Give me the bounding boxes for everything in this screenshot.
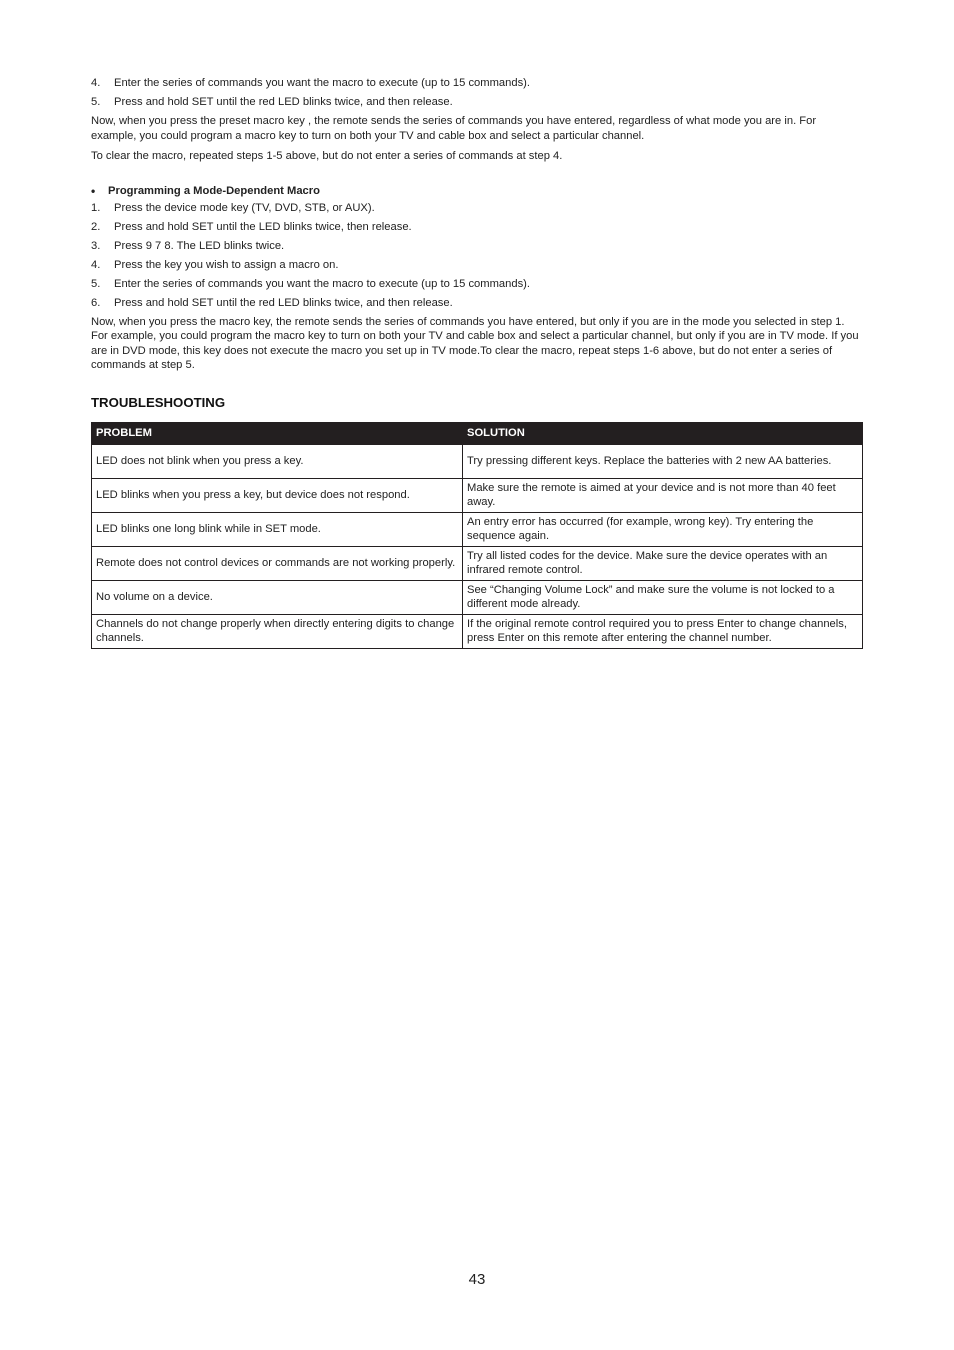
list-item bbox=[91, 76, 863, 91]
list-item bbox=[91, 239, 863, 254]
problem-cell: LED blinks one long blink while in SET mode. bbox=[92, 512, 463, 546]
intro-paragraph-2: To clear the macro, repeated steps 1-5 above, but do not enter a series of commands at step 4. bbox=[91, 150, 563, 162]
solution-cell: Make sure the remote is aimed at your device and is not more than 40 feet away. bbox=[463, 478, 863, 512]
step-text: Enter the series of commands you want the macro to execute (up to 15 commands). bbox=[114, 77, 531, 89]
problem-cell: No volume on a device. bbox=[92, 580, 463, 614]
table-row bbox=[92, 580, 863, 614]
step-number: 5. bbox=[91, 96, 101, 108]
step-text: Press the key you wish to assign a macro on. bbox=[114, 258, 339, 271]
table-row bbox=[92, 546, 863, 580]
list-item bbox=[91, 95, 863, 110]
list-item bbox=[91, 220, 863, 235]
step-text: Press 9 7 8. The LED blinks twice. bbox=[114, 239, 285, 252]
step-number: 3. bbox=[91, 239, 101, 252]
problem-cell: LED blinks when you press a key, but device does not respond. bbox=[92, 478, 463, 512]
mode-macro-heading bbox=[91, 184, 863, 199]
table-row bbox=[92, 444, 863, 478]
step-text: Press and hold SET until the LED blinks twice, then release. bbox=[114, 220, 412, 233]
column-header-problem: PROBLEM bbox=[92, 423, 463, 445]
page-number: 43 bbox=[468, 1271, 486, 1288]
table-row bbox=[92, 478, 863, 512]
step-number: 4. bbox=[91, 258, 101, 271]
mode-macro-paragraph: Now, when you press the macro key, the remote sends the series of commands you have entered, but only if you are in the mode you selected in step 1. For example, you could program the macro key to turn on both your TV and cable box and select a particular channel, but only if you are in TV mode. If you are in DVD mode, this key does not execute the macro you set up in TV mode.To clear the macro, repeat steps 1-6 above, but do not enter a series of commands at step 5. bbox=[91, 315, 859, 371]
troubleshooting-table bbox=[91, 422, 863, 649]
solution-cell: See “Changing Volume Lock” and make sure the volume is not locked to a different mode already. bbox=[463, 580, 863, 614]
step-number: 4. bbox=[91, 77, 101, 89]
solution-cell: An entry error has occurred (for example, wrong key). Try entering the sequence again. bbox=[463, 512, 863, 546]
problem-cell: Channels do not change properly when directly entering digits to change channels. bbox=[92, 614, 463, 648]
bullet-icon: • bbox=[91, 183, 96, 198]
problem-cell: LED does not blink when you press a key. bbox=[92, 444, 463, 478]
table-row bbox=[92, 614, 863, 648]
list-item bbox=[91, 296, 863, 311]
troubleshooting-title: TROUBLESHOOTING bbox=[91, 394, 226, 410]
list-item bbox=[91, 258, 863, 273]
step-number: 5. bbox=[91, 277, 101, 290]
mode-macro-heading-text: Programming a Mode-Dependent Macro bbox=[108, 184, 320, 197]
step-text: Press the device mode key (TV, DVD, STB, or AUX). bbox=[114, 201, 375, 214]
step-number: 6. bbox=[91, 296, 101, 309]
mode-macro-steps-list bbox=[91, 201, 863, 311]
step-number: 1. bbox=[91, 201, 101, 214]
solution-cell: Try pressing different keys. Replace the batteries with 2 new AA batteries. bbox=[463, 444, 863, 478]
solution-cell: Try all listed codes for the device. Make sure the device operates with an infrared remote control. bbox=[463, 546, 863, 580]
list-item bbox=[91, 277, 863, 292]
solution-cell: If the original remote control required you to press Enter to change channels, press Enter on this remote after entering the channel number. bbox=[463, 614, 863, 648]
intro-steps-list bbox=[91, 76, 863, 110]
step-number: 2. bbox=[91, 220, 101, 233]
intro-paragraph-1: Now, when you press the preset macro key , the remote sends the series of commands you have entered, regardless of what mode you are in. For example, you could program a macro key to turn on both your TV and cable box and select a particular channel. bbox=[91, 115, 817, 142]
step-text: Press and hold SET until the red LED blinks twice, and then release. bbox=[114, 296, 453, 309]
step-text: Press and hold SET until the red LED blinks twice, and then release. bbox=[114, 96, 453, 108]
list-item bbox=[91, 201, 863, 216]
table-row bbox=[92, 512, 863, 546]
column-header-solution: SOLUTION bbox=[463, 423, 863, 445]
step-text: Enter the series of commands you want the macro to execute (up to 15 commands). bbox=[114, 277, 531, 290]
table-header-row bbox=[92, 423, 863, 445]
page-content bbox=[91, 76, 863, 649]
problem-cell: Remote does not control devices or commands are not working properly. bbox=[92, 546, 463, 580]
